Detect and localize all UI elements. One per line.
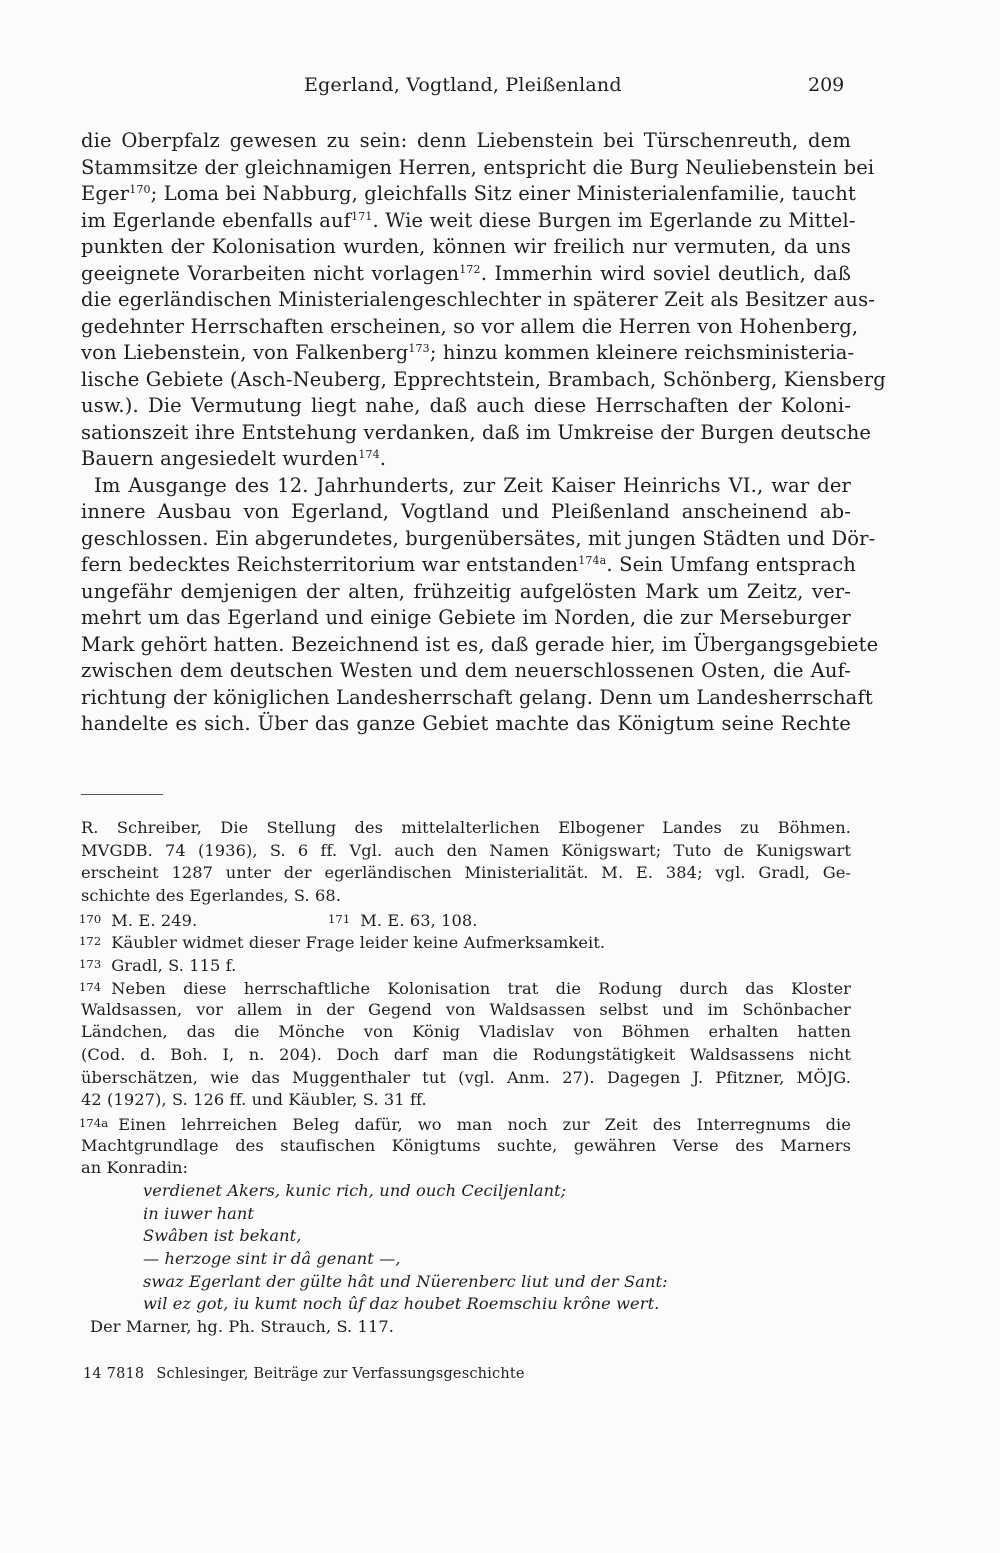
page-number: 209 xyxy=(808,74,845,96)
footnote-line: Ländchen, das die Mönche von König Vladislav von Böhmen erhalten hatten xyxy=(81,1022,851,1042)
footnote-number: 173 xyxy=(79,957,102,972)
footnote-line: überschätzen, wie das Muggenthaler tut (vgl. Anm. 27). Dagegen J. Pfitzner, MÖJG. xyxy=(81,1067,851,1087)
footnote-number: 171 xyxy=(328,911,351,926)
printer-imprint xyxy=(83,1366,525,1382)
footnote-line: Machtgrundlage des staufischen Königtums suchte, gewähren Verse des Marners xyxy=(81,1135,851,1155)
body-line: Im Ausgange des 12. Jahrhunderts, zur Zeit Kaiser Heinrichs VI., war der xyxy=(94,473,851,497)
body-line: punkten der Kolonisation wurden, können wir freilich nur vermuten, da uns xyxy=(81,235,851,258)
verse-line: verdienet Akers, kunic rich, und ouch Ceciljenlant; xyxy=(143,1181,567,1200)
footnote-text: Käubler widmet dieser Frage leider keine Aufmerksamkeit. xyxy=(111,933,606,953)
footnote-ref[interactable]: 173 xyxy=(408,342,430,355)
footnote-text: Gradl, S. 115 f. xyxy=(111,956,237,976)
footnote-text: M. E. 249. xyxy=(111,910,198,930)
body-line: Mark gehört hatten. Bezeichnend ist es, daß gerade hier, im Übergangsgebiete xyxy=(81,632,879,656)
footnote-line: an Konradin: xyxy=(81,1158,189,1178)
footnote-174 xyxy=(81,976,851,999)
verse-line: — herzoge sint ir dâ genant —, xyxy=(143,1249,401,1269)
running-head-title: Egerland, Vogtland, Pleißenland xyxy=(304,74,622,96)
footnote-continuation-line: R. Schreiber, Die Stellung des mittelalterlichen Elbogener Landes zu Böhmen. xyxy=(81,818,851,837)
footnote-continuation-line: schichte des Egerlandes, S. 68. xyxy=(81,886,342,906)
body-line: geeignete Vorarbeiten nicht vorlagen$^{172}$. Immerhin wird soviel deutlich, daß xyxy=(81,261,852,285)
footnote-172 xyxy=(81,930,851,953)
body-line: zwischen dem deutschen Westen und dem neuerschlossenen Osten, die Auf- xyxy=(81,659,851,682)
body-line: handelte es sich. Über das ganze Gebiet machte das Königtum seine Rechte xyxy=(81,712,851,735)
main-text xyxy=(81,128,886,738)
footnote-text: Neben diese herrschaftliche Kolonisation trat die Rodung durch das Kloster xyxy=(111,978,851,998)
footnote-174a xyxy=(81,1112,851,1135)
footnote-line: (Cod. d. Boh. I, n. 204). Doch darf man die Rodungstätigkeit Waldsassens nicht xyxy=(81,1044,851,1064)
imprint-text: Schlesinger, Beiträge zur Verfassungsgeschichte xyxy=(156,1366,525,1382)
footnote-173 xyxy=(81,953,851,976)
verse-line: wil ez got, iu kumt noch ûf daz houbet Roemschiu krône wert. xyxy=(143,1294,660,1314)
body-line: lische Gebiete (Asch-Neuberg, Epprechtstein, Brambach, Schönberg, Kiensberg xyxy=(81,367,886,391)
footnote-number: 174 xyxy=(79,979,102,994)
footnote-ref[interactable]: 172 xyxy=(459,262,481,276)
body-line: sationszeit ihre Entstehung verdanken, daß im Umkreise der Burgen deutsche xyxy=(81,420,872,444)
footnote-ref[interactable]: 174a xyxy=(578,554,607,567)
verse-line: in iuwer hant xyxy=(143,1203,254,1223)
footnote-170-171 xyxy=(81,908,851,931)
body-line: geschlossen. Ein abgerundetes, burgenübersätes, mit jungen Städten und Dör- xyxy=(81,526,876,550)
footnote-line: Waldsassen, vor allem in der Gegend von Waldsassen selbst und im Schönbacher xyxy=(81,999,851,1019)
signature-mark: 14 7818 xyxy=(83,1366,145,1382)
body-line: gedehnter Herrschaften erscheinen, so vor allem die Herren von Hohenberg, xyxy=(81,314,859,338)
verse-line: swaz Egerlant der gülte hât und Nüerenberc liut und der Sant: xyxy=(143,1271,668,1291)
body-line: im Egerlande ebenfalls auf$^{171}$. Wie weit diese Burgen im Egerlande zu Mittel- xyxy=(81,208,856,232)
body-line: Bauern angesiedelt wurden$^{174}$. xyxy=(81,447,387,470)
verse-source: Der Marner, hg. Ph. Strauch, S. 117. xyxy=(90,1317,394,1337)
footnote-ref[interactable]: 171 xyxy=(351,209,373,223)
footnote-text: Einen lehrreichen Beleg dafür, wo man noch zur Zeit des Interregnums die xyxy=(118,1114,851,1134)
body-line: ungefähr demjenigen der alten, frühzeitig aufgelösten Mark um Zeitz, ver- xyxy=(81,579,851,603)
footnote-continuation-line: erscheint 1287 unter der egerländischen Ministerialität. M. E. 384; vgl. Gradl, Ge- xyxy=(81,863,851,883)
body-line: Eger$^{170}$; Loma bei Nabburg, gleichfalls Sitz einer Ministerialenfamilie, taucht xyxy=(81,182,856,205)
body-line: usw.). Die Vermutung liegt nahe, daß auch diese Herrschaften der Koloni- xyxy=(81,394,851,417)
footnote-number: 170 xyxy=(79,911,102,926)
footnote-separator xyxy=(81,794,163,795)
body-line: richtung der königlichen Landesherrschaft gelang. Denn um Landesherrschaft xyxy=(81,685,873,709)
footnote-ref[interactable]: 170 xyxy=(129,183,151,196)
footnotes xyxy=(81,817,851,1339)
body-line: die Oberpfalz gewesen zu sein: denn Liebenstein bei Türschenreuth, dem xyxy=(81,129,851,152)
footnote-ref[interactable]: 174 xyxy=(358,448,380,461)
body-line: mehrt um das Egerland und einige Gebiete im Norden, die zur Merseburger xyxy=(81,606,851,629)
body-line: Stammsitze der gleichnamigen Herren, entspricht die Burg Neuliebenstein bei xyxy=(81,155,875,179)
footnote-continuation-line: MVGDB. 74 (1936), S. 6 ff. Vgl. auch den Namen Königswart; Tuto de Kunigswart xyxy=(81,840,851,860)
verse-line: Swâben ist bekant, xyxy=(143,1226,302,1246)
running-head xyxy=(0,74,1000,104)
body-line: innere Ausbau von Egerland, Vogtland und Pleißenland anscheinend ab- xyxy=(81,500,851,523)
footnote-number: 172 xyxy=(79,934,102,949)
footnote-text: M. E. 63, 108. xyxy=(360,910,478,930)
body-line: fern bedecktes Reichsterritorium war entstanden$^{174a}$. Sein Umfang entsprach xyxy=(81,553,856,576)
footnote-line: 42 (1927), S. 126 ff. und Käubler, S. 31 ff. xyxy=(81,1090,427,1110)
footnote-number: 174a xyxy=(79,1115,109,1130)
body-line: von Liebenstein, von Falkenberg$^{173}$; hinzu kommen kleinere reichsministeria- xyxy=(81,341,855,364)
body-line: die egerländischen Ministerialengeschlechter in späterer Zeit als Besitzer aus- xyxy=(81,288,876,311)
